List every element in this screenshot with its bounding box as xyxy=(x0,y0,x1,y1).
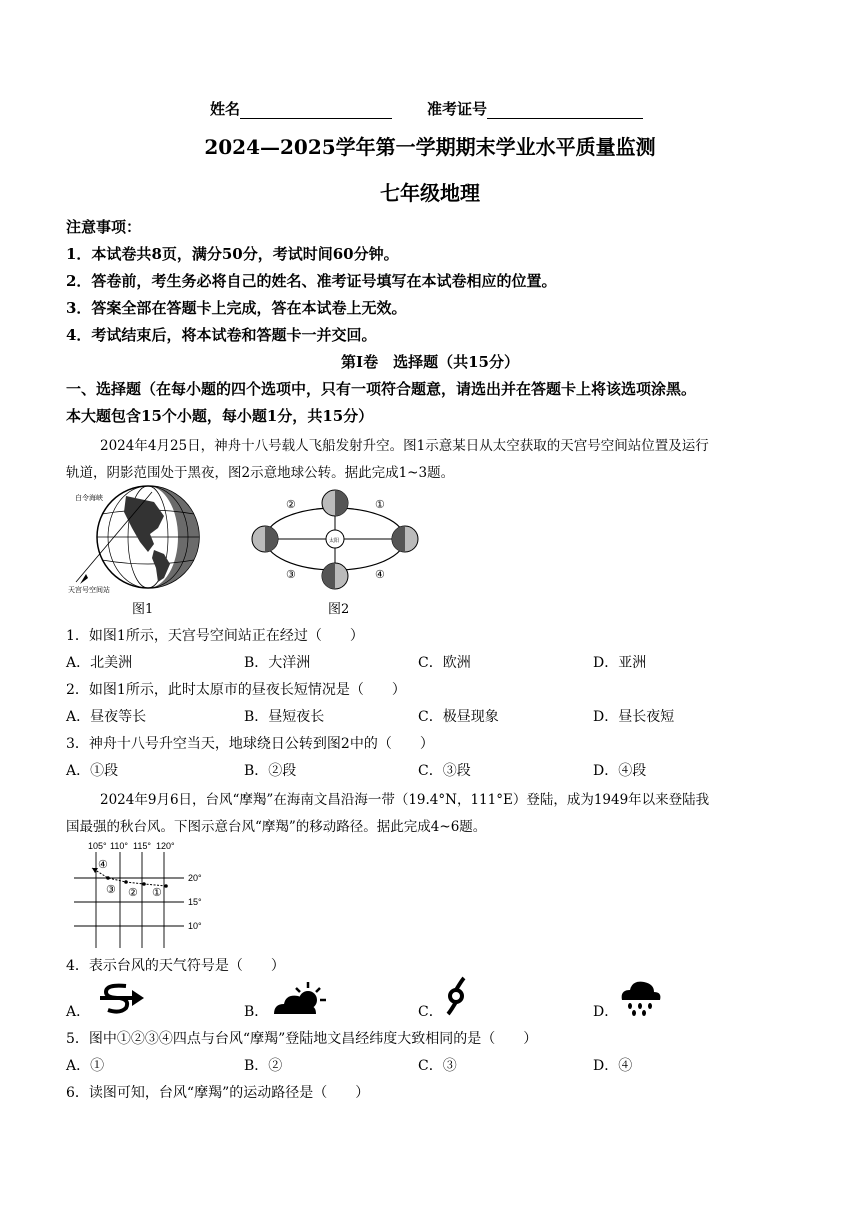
exam-number-field xyxy=(427,98,643,119)
question-1-stem: 1．如图1所示，天宫号空间站正在经过（ ） xyxy=(66,628,364,644)
segment-2-label: ② xyxy=(286,499,296,511)
q1-option-a[interactable]: A．北美洲 xyxy=(66,655,133,671)
q2-option-c[interactable]: C．极昼现象 xyxy=(418,709,499,725)
q3-option-b[interactable]: B．②段 xyxy=(244,763,297,779)
q3-option-c[interactable]: C．③段 xyxy=(418,763,471,779)
lon-label: 120° xyxy=(156,841,175,851)
exam-title: 2024—2025学年第一学期期末学业水平质量监测 xyxy=(204,135,656,159)
q4-option-d[interactable]: D． xyxy=(593,1004,619,1020)
part1-instruction-cont: 本大题包含15个小题，每小题1分，共15分） xyxy=(66,407,374,425)
q5-option-c[interactable]: C．③ xyxy=(418,1058,457,1074)
part1-heading: 第Ⅰ卷 选择题（共15分） xyxy=(341,353,519,371)
figure1-globe xyxy=(66,482,206,594)
earth-bottom xyxy=(322,563,348,589)
note-item: 4．考试结束后，将本试卷和答题卡一并交回。 xyxy=(66,326,377,344)
q1-option-c[interactable]: C．欧洲 xyxy=(418,655,471,671)
passage2-line: 2024年9月6日，台风“摩羯”在海南文昌沿海一带（19.4°N，111°E）登陆，成为1949年以来登陆我 xyxy=(100,792,710,808)
segment-3-label: ③ xyxy=(286,569,296,581)
exam-subtitle: 七年级地理 xyxy=(380,181,480,205)
question-5-stem: 5．图中①②③④四点与台风“摩羯”登陆地文昌经纬度大致相同的是（ ） xyxy=(66,1031,538,1047)
q1-option-b[interactable]: B．大洋洲 xyxy=(244,655,311,671)
q1-option-d[interactable]: D．亚洲 xyxy=(593,655,647,671)
point-4-label: ④ xyxy=(98,859,108,871)
q3-option-d[interactable]: D．④段 xyxy=(593,763,647,779)
figure2-revolution xyxy=(244,486,426,598)
note-item: 2．答卷前，考生务必将自己的姓名、准考证号填写在本试卷相应的位置。 xyxy=(66,272,557,290)
passage1-line: 2024年4月25日，神舟十八号载人飞船发射升空。图1示意某日从太空获取的天宫号空间站位置及运行 xyxy=(100,438,709,454)
q5-option-d[interactable]: D．④ xyxy=(593,1058,633,1074)
question-2-stem: 2．如图1所示，此时太原市的昼夜长短情况是（ ） xyxy=(66,682,406,698)
point-3-label: ③ xyxy=(106,884,116,896)
segment-1-label: ① xyxy=(375,499,385,511)
part1-instruction: 一、选择题（在每小题的四个选项中，只有一项符合题意，请选出并在答题卡上将该选项涂黑。 xyxy=(66,380,697,398)
wind-icon xyxy=(96,980,146,1016)
passage2-line: 国最强的秋台风。下图示意台风“摩羯”的移动路径。据此完成4~6题。 xyxy=(66,819,487,835)
lat-label: 20° xyxy=(188,873,202,883)
name-label: 姓名 xyxy=(210,100,241,118)
name-blank[interactable] xyxy=(240,102,392,119)
q4-option-a[interactable]: A． xyxy=(66,1004,91,1020)
figure2-caption: 图2 xyxy=(328,602,350,617)
question-4-stem: 4．表示台风的天气符号是（ ） xyxy=(66,958,285,974)
exam-number-label: 准考证号 xyxy=(427,100,488,118)
q2-option-b[interactable]: B．昼短夜长 xyxy=(244,709,325,725)
note-item: 3．答案全部在答题卡上完成，答在本试卷上无效。 xyxy=(66,299,407,317)
notes-heading: 注意事项： xyxy=(66,218,142,236)
lon-label: 105° xyxy=(88,841,107,851)
svg-text:太阳: 太阳 xyxy=(329,538,340,544)
point-2-label: ② xyxy=(128,887,138,899)
note-item: 1．本试卷共8页，满分50分，考试时间60分钟。 xyxy=(66,245,399,263)
figure1-caption: 图1 xyxy=(132,602,154,617)
exam-number-blank[interactable] xyxy=(487,102,643,119)
q5-option-a[interactable]: A．① xyxy=(66,1058,105,1074)
lat-label: 15° xyxy=(188,897,202,907)
typhoon-path-map xyxy=(70,838,220,952)
partly-cloudy-icon xyxy=(272,980,328,1016)
segment-4-label: ④ xyxy=(375,569,385,581)
passage1-line: 轨道，阴影范围处于黑夜，图2示意地球公转。据此完成1~3题。 xyxy=(66,465,455,481)
lon-label: 110° xyxy=(110,841,128,851)
q4-option-b[interactable]: B． xyxy=(244,1004,269,1020)
question-6-stem: 6．读图可知，台风“摩羯”的运动路径是（ ） xyxy=(66,1085,370,1101)
question-3-stem: 3．神舟十八号升空当天，地球绕日公转到图2中的（ ） xyxy=(66,736,434,752)
name-field xyxy=(210,98,392,119)
q3-option-a[interactable]: A．①段 xyxy=(66,763,119,779)
point-1-label: ① xyxy=(152,887,162,899)
q5-option-b[interactable]: B．② xyxy=(244,1058,283,1074)
lon-label: 115° xyxy=(133,841,151,851)
q2-option-a[interactable]: A．昼夜等长 xyxy=(66,709,147,725)
q4-option-c[interactable]: C． xyxy=(418,1004,443,1020)
earth-right xyxy=(392,526,418,552)
typhoon-icon xyxy=(442,976,470,1016)
earth-left xyxy=(252,526,278,552)
rain-cloud-icon xyxy=(618,978,662,1016)
bering-strait-label: 白令海峡 xyxy=(75,495,103,502)
q2-option-d[interactable]: D．昼长夜短 xyxy=(593,709,675,725)
lat-label: 10° xyxy=(188,921,202,931)
earth-top xyxy=(322,490,348,516)
space-station-label: 天宫号空间站 xyxy=(68,587,110,594)
